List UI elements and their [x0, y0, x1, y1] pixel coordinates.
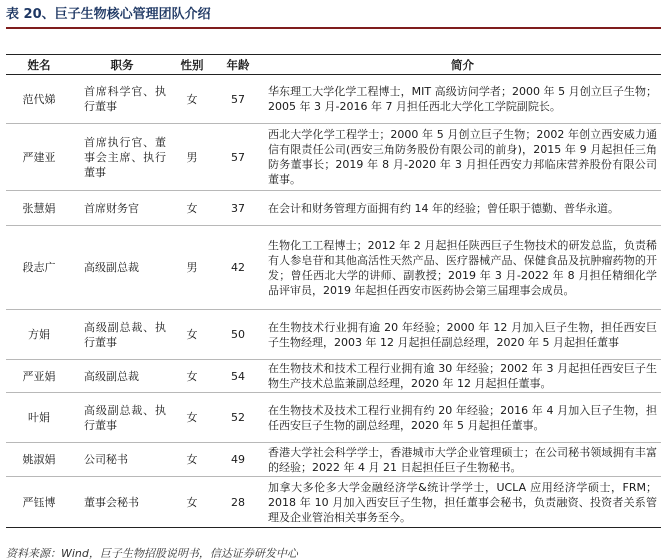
cell-position: 公司秘书 — [72, 443, 172, 477]
cell-gender: 女 — [172, 393, 212, 443]
cell-age: 37 — [212, 191, 264, 226]
cell-position: 首席科学官、执行董事 — [72, 75, 172, 124]
table-row — [6, 75, 661, 124]
cell-gender: 女 — [172, 310, 212, 360]
cell-position: 董事会秘书 — [72, 477, 172, 528]
cell-age: 42 — [212, 226, 264, 310]
cell-age: 57 — [212, 124, 264, 191]
table-row — [6, 124, 661, 191]
cell-bio: 在生物技术行业拥有逾 20 年经验；2000 年 12 月加入巨子生物，担任西安巨子生物经理，2003 年 12 月起担任副总经理，2020 年 5 月起担任董事 — [264, 310, 661, 360]
cell-name: 张慧娟 — [6, 191, 72, 226]
cell-bio: 华东理工大学化学工程博士，MIT 高级访问学者；2000 年 5 月创立巨子生物；2005 年 3 月-2016 年 7 月担任西北大学化工学院副院长。 — [264, 75, 661, 124]
cell-position: 高级副总裁 — [72, 360, 172, 393]
cell-name: 严钰博 — [6, 477, 72, 528]
cell-gender: 女 — [172, 191, 212, 226]
header-gender: 性别 — [172, 55, 212, 75]
table-row — [6, 477, 661, 528]
cell-age: 50 — [212, 310, 264, 360]
cell-position: 高级副总裁 — [72, 226, 172, 310]
cell-name: 叶娟 — [6, 393, 72, 443]
cell-bio: 加拿大多伦多大学金融经济学&统计学学士，UCLA 应用经济学硕士，FRM；2018 年 10 月加入西安巨子生物，担任董事会秘书，负责融资、投资者关系管理及企业管治相关事务至今。 — [264, 477, 661, 528]
cell-bio: 生物化工工程博士；2012 年 2 月起担任陕西巨子生物技术的研发总监，负责稀有人参皂苷和其他高活性天然产品、医疗器械产品、保健食品及抗肿瘤药物的开发；曾任西北大学的讲师、副教授；2019 年 3 月-2022 年 8 月担任精细化学品评审员，2019 年起担任西安市医药协会第三届理事会成员。 — [264, 226, 661, 310]
cell-position: 首席执行官、董事会主席、执行董事 — [72, 124, 172, 191]
table-row — [6, 360, 661, 393]
cell-gender: 女 — [172, 360, 212, 393]
table-row — [6, 191, 661, 226]
cell-name: 姚淑娟 — [6, 443, 72, 477]
cell-name: 段志广 — [6, 226, 72, 310]
cell-bio: 香港大学社会科学学士，香港城市大学企业管理硕士；在公司秘书领域拥有丰富的经验；2022 年 4 月 21 日起担任巨子生物秘书。 — [264, 443, 661, 477]
cell-gender: 男 — [172, 124, 212, 191]
cell-gender: 男 — [172, 226, 212, 310]
cell-age: 54 — [212, 360, 264, 393]
table-row — [6, 310, 661, 360]
cell-name: 方娟 — [6, 310, 72, 360]
cell-gender: 女 — [172, 75, 212, 124]
cell-position: 首席财务官 — [72, 191, 172, 226]
table-title: 表 20、巨子生物核心管理团队介绍 — [6, 7, 211, 22]
table-row — [6, 443, 661, 477]
header-position: 职务 — [72, 55, 172, 75]
cell-age: 52 — [212, 393, 264, 443]
cell-bio: 西北大学化学工程学士；2000 年 5 月创立巨子生物；2002 年创立西安威力通信有限责任公司(西安三角防务股份有限公司的前身)，2015 年 9 月起担任三角防务董事长；2019 年 8 月-2020 年 3 月担任西安力邦临床营养股份有限公司董事。 — [264, 124, 661, 191]
header-age: 年龄 — [212, 55, 264, 75]
source-note: 资料来源：Wind，巨子生物招股说明书，信达证券研发中心 — [6, 547, 298, 560]
header-name: 姓名 — [6, 55, 72, 75]
header-bio: 简介 — [264, 55, 661, 75]
cell-age: 28 — [212, 477, 264, 528]
cell-gender: 女 — [172, 443, 212, 477]
cell-age: 57 — [212, 75, 264, 124]
table-header-row — [6, 55, 661, 75]
cell-position: 高级副总裁、执行董事 — [72, 393, 172, 443]
title-divider — [6, 27, 661, 29]
cell-name: 严亚娟 — [6, 360, 72, 393]
cell-name: 严建亚 — [6, 124, 72, 191]
management-team-table — [6, 54, 661, 528]
table-row — [6, 226, 661, 310]
cell-age: 49 — [212, 443, 264, 477]
cell-bio: 在生物技术和技术工程行业拥有逾 30 年经验；2002 年 3 月起担任西安巨子生物生产技术总监兼副总经理，2020 年 12 月起担任董事。 — [264, 360, 661, 393]
cell-bio: 在会计和财务管理方面拥有约 14 年的经验；曾任职于德勤、普华永道。 — [264, 191, 661, 226]
cell-gender: 女 — [172, 477, 212, 528]
table-row — [6, 393, 661, 443]
cell-bio: 在生物技术及技术工程行业拥有约 20 年经验；2016 年 4 月加入巨子生物，担任西安巨子生物的副总经理，2020 年 5 月起担任董事。 — [264, 393, 661, 443]
cell-name: 范代娣 — [6, 75, 72, 124]
cell-position: 高级副总裁、执行董事 — [72, 310, 172, 360]
